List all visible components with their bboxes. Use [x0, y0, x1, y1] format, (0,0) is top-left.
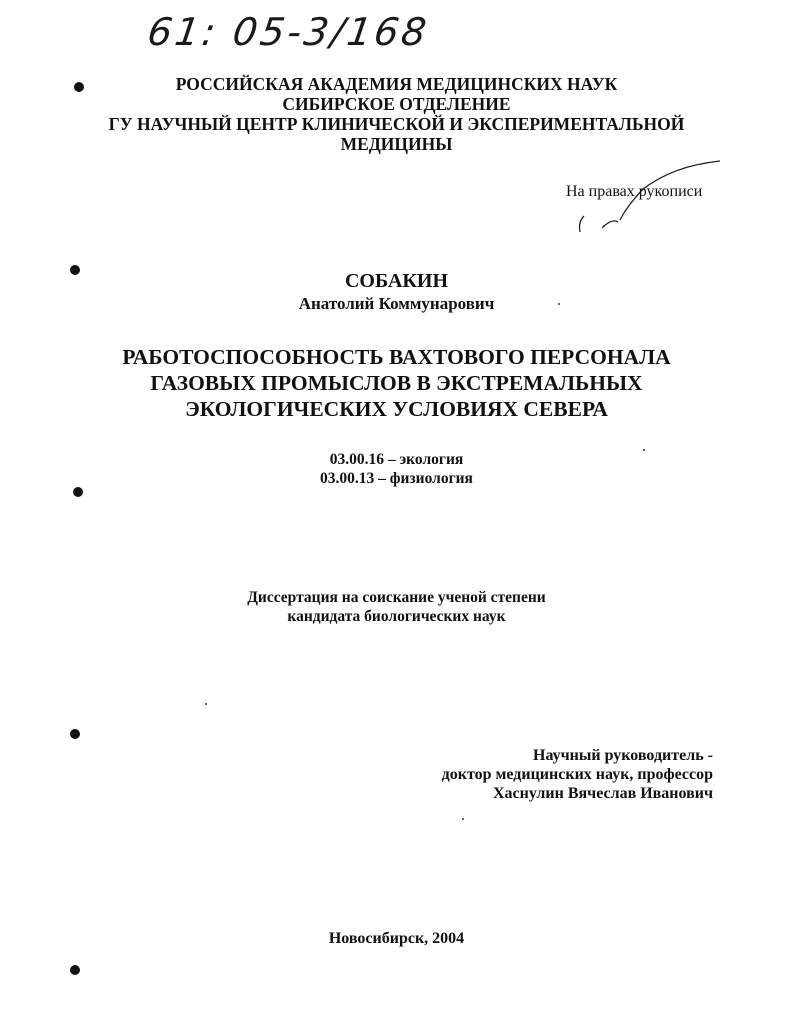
punch-hole-mark: [70, 265, 80, 275]
author-surname: СОБАКИН: [344, 270, 449, 292]
supervisor-line-2: доктор медицинских наук, профессор: [441, 766, 713, 783]
punch-hole-mark: [74, 82, 84, 92]
institution-line-4: МЕДИЦИНЫ: [340, 134, 453, 154]
institution-line-3: ГУ НАУЧНЫЙ ЦЕНТР КЛИНИЧЕСКОЙ И ЭКСПЕРИМЕНТАЛЬНОЙ: [108, 114, 685, 134]
specialty-line-1: 03.00.16 – экология: [329, 451, 464, 468]
scan-speck: [205, 703, 207, 705]
supervisor-line-1: Научный руководитель -: [533, 747, 713, 764]
scan-speck: [603, 225, 605, 227]
institution-line-1: РОССИЙСКАЯ АКАДЕМИЯ МЕДИЦИНСКИХ НАУК: [175, 74, 618, 94]
dissertation-line-2: кандидата биологических наук: [287, 608, 506, 625]
city-year: Новосибирск, 2004: [328, 930, 465, 947]
punch-hole-mark: [70, 965, 80, 975]
archive-number-handwritten: 61: 05-3/168: [144, 10, 432, 54]
punch-hole-mark: [73, 487, 83, 497]
thesis-title-line-2: ГАЗОВЫХ ПРОМЫСЛОВ В ЭКСТРЕМАЛЬНЫХ: [150, 371, 643, 395]
author-given-names: Анатолий Коммунарович: [298, 294, 495, 313]
punch-hole-mark: [70, 729, 80, 739]
scan-speck: [643, 449, 645, 451]
thesis-title-line-3: ЭКОЛОГИЧЕСКИХ УСЛОВИЯХ СЕВЕРА: [185, 397, 608, 421]
institution-line-2: СИБИРСКОЕ ОТДЕЛЕНИЕ: [282, 94, 511, 114]
supervisor-line-3: Хаснулин Вячеслав Иванович: [492, 785, 713, 802]
scan-speck: [462, 818, 464, 820]
thesis-title-line-1: РАБОТОСПОСОБНОСТЬ ВАХТОВОГО ПЕРСОНАЛА: [122, 345, 671, 369]
specialty-line-2: 03.00.13 – физиология: [320, 470, 473, 487]
scan-speck: [558, 303, 560, 305]
dissertation-line-1: Диссертация на соискание ученой степени: [247, 589, 546, 606]
manuscript-rights-note: На правах рукописи: [566, 183, 703, 200]
